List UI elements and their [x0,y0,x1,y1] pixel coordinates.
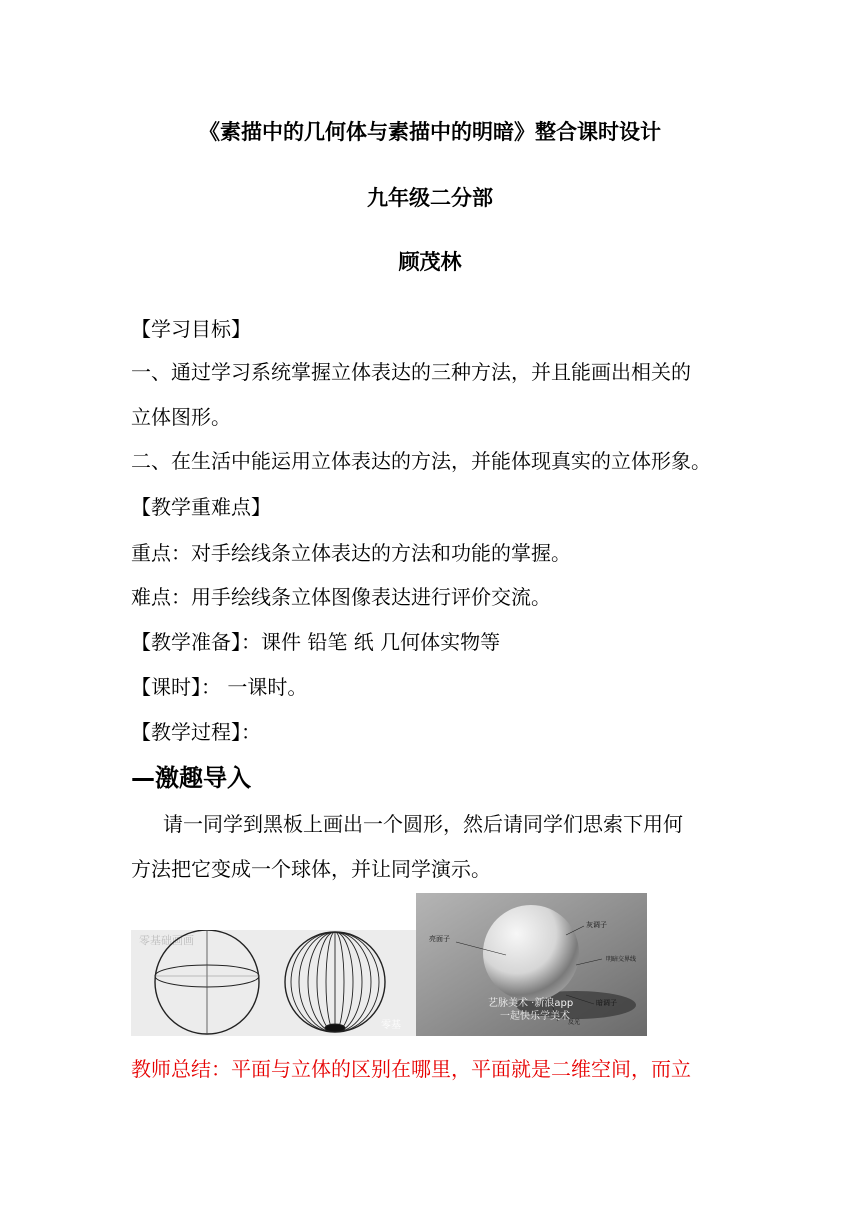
section-heading: —激趣导入 [131,764,251,792]
overlay-line-2: 一起快乐学美术 [500,1011,570,1022]
author-name: 顾茂林 [398,250,462,274]
label-reflection: 反光 [568,1019,581,1026]
document-title: 《素描中的几何体与素描中的明暗》整合课时设计 [199,120,661,144]
overlay-line-1: 艺脉美术 ·新浪app [488,998,574,1009]
process-heading: 【教学过程】： [131,720,261,744]
objective-1-line-1: 一、通过学习系统掌握立体表达的三种方法，并且能画出相关的 [131,360,691,384]
intro-paragraph-line-1: 请一同学到黑板上画出一个圆形，然后请同学们思索下用何 [163,812,683,836]
preparation-line: 【教学准备】：课件 铅笔 纸 几何体实物等 [131,630,501,654]
objective-2: 二、在生活中能运用立体表达的方法，并能体现真实的立体形象。 [131,449,711,473]
key-points-heading: 【教学重难点】 [131,495,271,519]
intro-paragraph-line-2: 方法把它变成一个球体，并让同学演示。 [131,857,491,881]
sphere-line-drawings [131,930,416,1036]
label-terminator: 明暗交界线 [606,956,637,963]
objectives-heading: 【学习目标】 [131,317,251,341]
shaded-sphere-svg [416,893,647,1036]
difficulty-point: 难点：用手绘线条立体图像表达进行评价交流。 [131,585,551,609]
objective-1-line-2: 立体图形。 [131,405,231,429]
outline-sphere [155,930,259,1034]
meridian-sphere [285,932,385,1032]
watermark-left: 零基础画画 [139,934,194,947]
label-highlight: 亮面子 [429,935,450,943]
class-unit: 九年级二分部 [367,186,493,210]
key-point: 重点：对手绘线条立体表达的方法和功能的掌握。 [131,541,571,565]
teacher-summary: 教师总结：平面与立体的区别在哪里，平面就是二维空间，而立 [131,1057,691,1081]
shaded-sphere-photo [416,893,647,1036]
label-shadow: 暗调子 [596,999,617,1007]
watermark-right: 零基 [381,1020,401,1031]
label-midtone: 灰调子 [586,921,607,929]
period-line: 【课时】： 一课时。 [131,675,308,699]
sphere-sketch-svg [131,930,416,1036]
